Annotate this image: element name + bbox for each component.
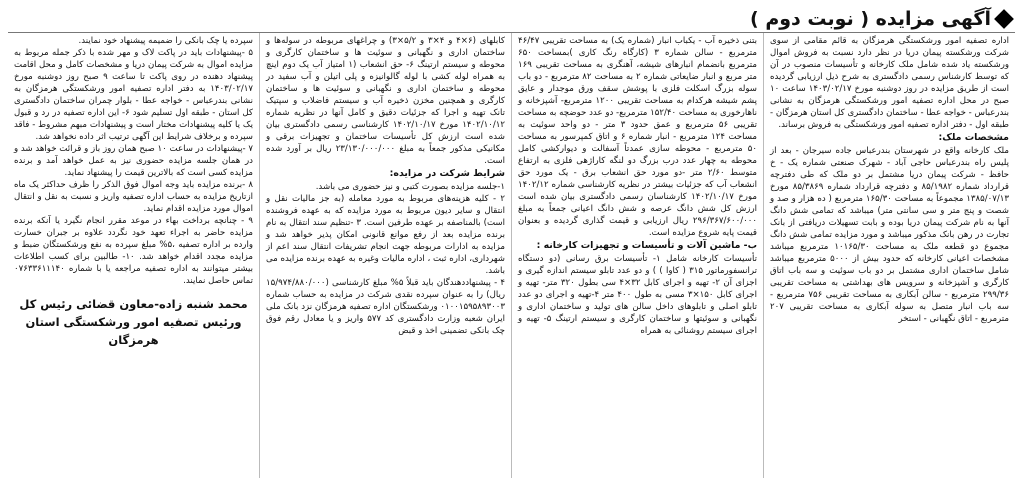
title-wrap: [750, 8, 1011, 30]
signature: [14, 295, 253, 349]
col1-paragraph-1: اداره تصفیه امور ورشکستگی هرمزگان به قائم مقامی از سوی شرکت ورشکسته پیمان دریا در نظر دارد نسبت به فروش اموال ورشکسته یاد شده شامل ملک کارخانه و تأسیسات منصوب در آن که توسط کارشناس رسمی دادگستری به شرح ذیل ارزیابی گردیده است از طریق مزایده در روز دوشنبه مورخ ۱۴۰۳/۰۲/۱۷ ساعت ۱۰ صبح در محل اداره تصفیه امور ورشکستگی هرمزگان به نشانی بندرعباس - خواجه عطا - ساختمان دادگستری کل استان هرمزگان - طبقه اول - دفتر اداره تصفیه امور ورشکستگی به فروش برساند.: [770, 36, 1009, 130]
column-2: [511, 33, 763, 478]
notice-columns: [8, 32, 1015, 478]
header: [8, 6, 1015, 32]
column-3: [259, 33, 511, 478]
col1-paragraph-2: ملک کارخانه واقع در شهرستان بندرعباس جاده سیرجان - بعد از پلیس راه بندرعباس حاجی آباد - شهرک صنعتی شماره یک - خ حافظ - شرکت پیمان دریا مشتمل بر دو ملک که طی دفترچه قرارداد شماره ۸۵/۱۹۸۲ و دفترچه قرارداد شماره ۸۵/۳۸۶۹ مورخ ۱۳۸۵/۰۷/۱۳ مجموعاً به مساحت ۱۶۵/۳۰ مترمربع ( ده هزار و صد و شصت و پنج متر و سی سانتی متر) میباشد که تمامی شش دانگ آنها به نام شرکت پیمان دریا بوده و بابت تسهیلات دریافتی از بانک تجارت در رهن بانک مذکور میباشد و مورد مزایده تمامی شش دانگ مجموع دو قطعه ملک به مساحت ۱۰۱۶۵/۳۰ مترمربع میباشد مشخصات اعیانی کارخانه که حدود بیش از ۵۰۰۰ مترمربع میباشد شامل ساختمان اداری مشتمل بر دو باب سوئیت و سه باب اتاق کارگری و آشپزخانه و سرویس های بهداشتی به مساحت تقریبی ۲۹۹/۳۶ مترمربع - سالن آبکاری به مساحت تقریبی ۷۵۶ مترمربع - سه باب انبار متصل به سوله آبکاری به مساحت تقریبی ۲۰۷ مترمربع - اتاق نگهبانی - استخر: [770, 146, 1009, 324]
col2-paragraph-2: تأسیسات کارخانه شامل ۱- تأسیسات برق رسانی (دو دستگاه ترانسفورماتور ۳۱۵ ( کاوا ) ) و دو عدد تابلو سیستم اندازه گیری و اجزای آن ۲- تهیه و اجرای کابل ۳۲×۴ سی بطول ۳۲۰ متر- تهیه و اجرای کابل ۱۵۰×۳ مسی به طول ۴۰۰ متر ۴-تهیه و اجرای دو عدد تابلو اصلی و تابلوهای داخل سالن های تولید و ساختمان اداری و نگهبانی و سوئیتها و ساختمان کارگری و سیستم ارتینگ ۵- تهیه و اجرای سیستم روشنائی به همراه: [518, 254, 757, 336]
signature-line-1: محمد شنبه زاده-معاون قضائی رئیس کل: [19, 297, 248, 311]
col2-heading: ب- ماشین آلات و تأسیسات و تجهیزات کارخانه :: [536, 240, 757, 251]
column-1: [763, 33, 1015, 478]
col2-paragraph-1: بتنی ذخیره آب - یکباب انبار (شماره یک) به مساحت تقریبی ۴۶/۴۷ مترمربع - سالن شماره ۳ (کارگاه رنگ کاری )بمساحت ۶۵۰ مترمربع بانضمام انبارهای شیشه، آهنگری به مساحت تقریبی ۱۶۹ متر مربع و انبار ضایعاتی شماره ۲ به مساحت ۸۲ مترمربع - دو باب سوله بزرگ اسکلت فلزی با پوشش سقف ورق موجدار و عایق پشم شیشه هرکدام به مساحت تقریبی ۱۲۰۰ مترمربع- آشپزخانه و ناهارخوری به مساحت ۱۵۲/۴۰ مترمربع- دو عدد حوضچه به مساحت تقریبی ۵۶ مترمربع و عمق حدود ۳ متر - دو واحد سوئیت به مساحت ۱۲۴ مترمربع - انبار شماره ۶ و اتاق کمپرسور به مساحت ۵۰ مترمربع - محوطه سازی عمدتاً آسفالت و دیوارکشی کامل محوطه به چهار عدد درب بزرگ دو لنگه کاراژهی فلزی به ارتفاع متوسط ۲/۶۰ متر -دو مورد حق انشعاب برق - یک مورد حق انشعاب آب که جزئیات بیشتر در نظریه کارشناسی شماره ۱۴۰۲/۱۲ مورخ ۱۴۰۲/۱۰/۱۷ کارشناسان رسمی دادگستری بیان شده است ارزش کل شش دانگ عرصه و شش دانگ اعیانی جمعاً به مبلغ ۲۹۶/۳۶۷/۶۰۰/۰۰۰ ریال ارزیابی و قیمت گذاری گردیده و بعنوان قیمت پایه شروع مزایده است.: [518, 36, 757, 238]
signature-line-2: ورئیس تصفیه امور ورشکستگی استان هرمزگان: [25, 315, 242, 347]
diamond-icon: [994, 9, 1014, 29]
column-4: [8, 33, 259, 478]
page-title: آگهی مزایده ( نوبت دوم ): [750, 8, 991, 30]
col3-heading: شرایط شرکت در مزایده:: [389, 168, 505, 179]
col3-paragraph-2: ۱-جلسه مزایده بصورت کتبی و نیز حضوری می باشد. ۲ - کلیه هزینه‌های مربوط به مورد معامله (به جز مالیات نقل و انتقال و سایر دیون مربوط به مورد مزایده که به عهده فروشنده است) بالمناصفه بر عهده طرفین است. ۳ -تنظیم سند انتقال به نام برنده مزایده بعد از رفع موانع قانونی امکان پذیر خواهد شد و مزایده به ادارات مربوطه جهت انجام تشریفات انتقال سند اعم از شهرداری، اداره ثبت ، اداره مالیات وغیره به عهده برنده مزایده می باشد. ۴ - پیشنهاددهندگان باید قبلاً ۵% مبلغ کارشناسی (۱۵/۹۷۴/۸۸۰/۰۰۰ ریال) را به عنوان سپرده نقدی شرکت در مزایده به حساب شماره ۰۱۰۰۱۵۹۵۸۹۳۰۰۳ ورشکستگان اداره تصفیه هرمزگان نزد بانک ملی ایران شعبه وزارت دادگستری کد ۵۷۷ واریز و یا معادل رقم فوق چک بانکی تضمینی اخذ و قبض: [266, 182, 505, 336]
col1-heading: مشخصات ملک:: [938, 132, 1009, 143]
col3-paragraph-1: کابلهای (۶×۴ و ۴×۳ و ۵/۲×۳) و چراغهای مربوطه در سوله‌ها و ساختمان اداری و نگهبانی و سوئیت ها و ساختمان کارگری و محوطه و سیستم ارتینگ ۶- حق انشعاب (۱ امتیاز آب یک دوم اینچ به همراه لوله کشی با لوله گالوانیزه و پلی اتیلن و آب سفید در محوطه و ساختمان اداری و نگهبانی و سوئیت ها و ساختمان کارگری و همچنین مخزن ذخیره آب و سیستم فاضلاب و سپتیک تانک تهیه و اجرا که جزئیات دقیق و کامل آنها در نظریه شماره ۱۴۰۲/۱۰/۱۲ مورخ ۱۴۰۲/۱۰/۱۷ کارشناسی رسمی دادگستری بیان شده است ارزش کل تأسیسات ساختمان و تجهیزات برقی و مکانیکی مذکور جمعاً به مبلغ ۲۳/۱۳۰/۰۰۰/۰۰۰ ریال بر آورد شده است.: [266, 36, 505, 166]
col4-paragraph-1: سپرده یا چک بانکی را ضمیمه پیشنهاد خود نمایند. ۵ -پیشنهادات باید در پاکت لاک و مهر شده با ذکر جمله مربوط به مزایده اموال به شرکت پیمان دریا و مشخصات کامل و محل اقامت پیشنهاد دهنده در روی پاکت تا ساعت ۹ صبح روز دوشنبه مورخ ۱۴۰۳/۰۲/۱۷ به دفتر اداره تصفیه امور ورشکستگی هرمزگان به نشانی بندرعباس - خواجه عطا - بلوار چمران ساختمان دادگستری کل استان - طبقه اول تسلیم شود ۶- این اداره تصفیه در رد و قبول یک یا کلیه پیشنهادات مختار است و پیشنهادات مبهم مشروط - فاقد سپرده و برخلاف شرایط این آگهی ترتیب اثر داده نخواهد شد. ۷ -پیشنهادات در ساعت ۱۰ صبح همان روز باز و قرائت خواهد شد و در همان جلسه مزایده حضوری نیز به عمل خواهد آمد و برنده مزایده کسی است که بالاترین قیمت را پیشنهاد نماید. ۸ -برنده مزایده باید وجه اموال فوق الذکر را ظرف حداکثر یک ماه ازتاریخ مزایده به حساب اداره تصفیه واریز و نسبت به نقل و انتقال اموال مورد مزایده اقدام نماید. ۹ - چنانچه برداخت بهاء در موعد مقرر انجام نگیرد یا آنکه برنده مزایده حاضر به اجراء تعهد خود نگردد علاوه بر جبران خسارت وارده بر اداره تصفیه ،۵% مبلغ سپرده به نفع ورشکستگان ضبط و مزایده مجدد اقدام خواهد شد. ۱۰- طالبین برای کسب اطلاعات بیشتر میتوانند به اداره تصفیه مراجعه یا با شماره ۰۷۶۳۳۶۱۱۱۴۰ تماس حاصل نمایند.: [14, 36, 254, 286]
